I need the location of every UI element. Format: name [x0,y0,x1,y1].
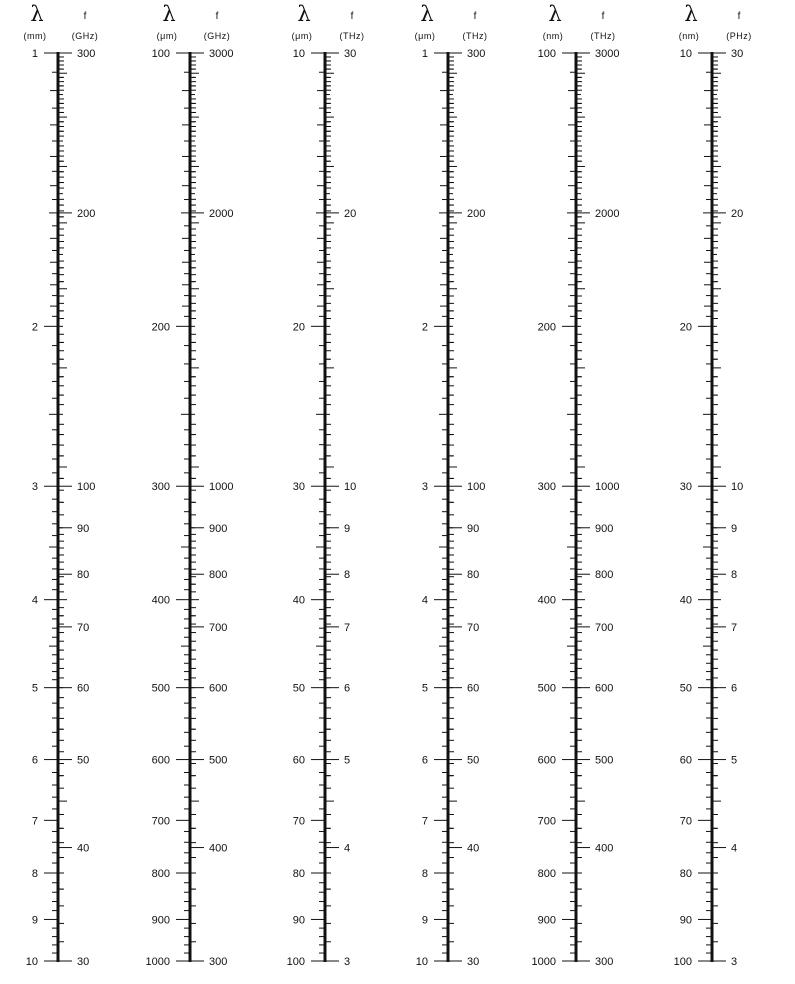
frequency-tick-label: 700 [209,621,228,634]
lambda-tick-label: 50 [292,682,305,695]
lambda-tick-label: 300 [151,481,170,494]
frequency-tick-label: 900 [209,522,228,535]
lambda-unit: (mm) [23,31,47,41]
frequency-tick-label: 80 [467,569,480,582]
lambda-tick-label: 20 [679,321,692,334]
frequency-tick-label: 400 [209,842,228,855]
frequency-symbol: f [473,11,477,22]
frequency-tick-label: 80 [77,569,90,582]
frequency-symbol: f [601,11,605,22]
lambda-tick-label: 1 [421,48,428,60]
lambda-tick-label: 70 [292,815,305,828]
frequency-tick-label: 200 [467,207,486,220]
lambda-tick-label: 10 [25,956,38,968]
frequency-symbol: f [215,11,219,22]
scale-5 [532,2,620,968]
frequency-tick-label: 5 [344,754,351,767]
lambda-tick-label: 3 [421,481,428,494]
scale-1 [24,2,99,968]
lambda-tick-label: 9 [31,914,38,927]
lambda-tick-label: 10 [292,48,305,60]
lambda-tick-label: 90 [292,914,305,927]
lambda-unit: (μm) [414,31,436,41]
frequency-tick-label: 90 [77,522,90,535]
lambda-tick-label: 400 [537,594,556,607]
frequency-tick-label: 3000 [595,48,620,60]
lambda-tick-label: 100 [151,48,170,60]
lambda-tick-label: 7 [31,815,38,828]
frequency-tick-label: 10 [731,481,744,494]
frequency-tick-label: 800 [209,569,228,582]
frequency-tick-label: 800 [595,569,614,582]
frequency-tick-label: 70 [467,621,480,634]
frequency-tick-label: 400 [595,842,614,855]
frequency-tick-label: 3 [731,956,738,968]
frequency-tick-label: 6 [344,682,351,695]
scale-6 [674,2,752,968]
frequency-tick-label: 20 [344,207,357,220]
lambda-tick-label: 800 [151,868,170,881]
lambda-tick-label: 700 [537,815,556,828]
frequency-tick-label: 10 [344,481,357,494]
lambda-unit: (nm) [542,31,564,41]
frequency-symbol: f [83,11,87,22]
lambda-tick-label: 900 [151,914,170,927]
scale-3 [287,2,365,968]
frequency-tick-label: 60 [467,682,480,695]
lambda-tick-label: 600 [537,754,556,767]
frequency-tick-label: 50 [77,754,90,767]
lambda-tick-label: 8 [421,868,428,881]
lambda-tick-label: 2 [421,321,428,334]
frequency-tick-label: 600 [209,682,228,695]
frequency-tick-label: 5 [731,754,738,767]
frequency-tick-label: 300 [467,48,486,60]
frequency-tick-label: 300 [595,956,614,968]
lambda-tick-label: 5 [31,682,38,695]
scale-4 [415,2,488,968]
frequency-tick-label: 50 [467,754,480,767]
frequency-tick-label: 30 [344,48,357,60]
lambda-symbol: λ [30,2,44,26]
lambda-unit: (μm) [156,31,178,41]
lambda-tick-label: 60 [292,754,305,767]
lambda-tick-label: 6 [31,754,38,767]
lambda-tick-label: 5 [421,682,428,695]
lambda-tick-label: 600 [151,754,170,767]
lambda-tick-label: 20 [292,321,305,334]
lambda-tick-label: 40 [679,594,692,607]
frequency-tick-label: 40 [77,842,90,855]
lambda-tick-label: 40 [292,594,305,607]
frequency-tick-label: 100 [467,481,486,494]
lambda-tick-label: 9 [421,914,428,927]
frequency-tick-label: 40 [467,842,480,855]
lambda-tick-label: 2 [31,321,38,334]
frequency-tick-label: 4 [344,842,351,855]
lambda-tick-label: 60 [679,754,692,767]
frequency-tick-label: 2000 [209,207,234,220]
frequency-tick-label: 200 [77,207,96,220]
frequency-tick-label: 30 [467,956,480,968]
frequency-tick-label: 2000 [595,207,620,220]
frequency-unit: (THz) [590,31,616,41]
lambda-tick-label: 30 [292,481,305,494]
frequency-tick-label: 1000 [209,481,234,494]
frequency-tick-label: 500 [209,754,228,767]
frequency-tick-label: 9 [731,522,738,535]
lambda-symbol: λ [684,2,698,26]
frequency-tick-label: 8 [344,569,351,582]
frequency-tick-label: 900 [595,522,614,535]
lambda-unit: (nm) [678,31,700,41]
lambda-tick-label: 10 [415,956,428,968]
lambda-tick-label: 800 [537,868,556,881]
frequency-tick-label: 300 [209,956,228,968]
frequency-tick-label: 3 [344,956,351,968]
lambda-tick-label: 900 [537,914,556,927]
lambda-tick-label: 50 [679,682,692,695]
lambda-tick-label: 500 [151,682,170,695]
frequency-tick-label: 4 [731,842,738,855]
frequency-tick-label: 60 [77,682,90,695]
lambda-symbol: λ [420,2,434,26]
lambda-tick-label: 8 [31,868,38,881]
lambda-tick-label: 4 [31,594,38,607]
lambda-symbol: λ [297,2,311,26]
lambda-tick-label: 100 [537,48,556,60]
lambda-tick-label: 3 [31,481,38,494]
frequency-symbol: f [737,11,741,22]
lambda-tick-label: 80 [292,868,305,881]
lambda-tick-label: 400 [151,594,170,607]
lambda-tick-label: 10 [679,48,692,60]
frequency-tick-label: 300 [77,48,96,60]
lambda-tick-label: 200 [151,321,170,334]
scale-2 [146,2,234,968]
frequency-tick-label: 30 [77,956,90,968]
frequency-symbol: f [350,11,354,22]
frequency-tick-label: 500 [595,754,614,767]
lambda-tick-label: 4 [421,594,428,607]
lambda-tick-label: 80 [679,868,692,881]
lambda-symbol: λ [548,2,562,26]
lambda-tick-label: 200 [537,321,556,334]
lambda-tick-label: 1000 [145,956,170,968]
lambda-tick-label: 100 [286,956,305,968]
frequency-tick-label: 1000 [595,481,620,494]
frequency-tick-label: 20 [731,207,744,220]
frequency-tick-label: 6 [731,682,738,695]
lambda-tick-label: 500 [537,682,556,695]
frequency-tick-label: 30 [731,48,744,60]
lambda-symbol: λ [162,2,176,26]
lambda-tick-label: 1 [31,48,38,60]
frequency-tick-label: 600 [595,682,614,695]
frequency-unit: (THz) [462,31,488,41]
frequency-unit: (GHz) [71,31,99,41]
lambda-tick-label: 1000 [531,956,556,968]
frequency-tick-label: 700 [595,621,614,634]
lambda-tick-label: 90 [679,914,692,927]
lambda-tick-label: 70 [679,815,692,828]
frequency-unit: (GHz) [203,31,231,41]
lambda-tick-label: 700 [151,815,170,828]
frequency-tick-label: 3000 [209,48,234,60]
lambda-tick-label: 6 [421,754,428,767]
frequency-tick-label: 90 [467,522,480,535]
lambda-tick-label: 30 [679,481,692,494]
frequency-tick-label: 100 [77,481,96,494]
frequency-tick-label: 70 [77,621,90,634]
lambda-unit: (μm) [291,31,313,41]
lambda-tick-label: 100 [673,956,692,968]
lambda-tick-label: 300 [537,481,556,494]
frequency-tick-label: 9 [344,522,351,535]
frequency-unit: (PHz) [726,31,752,41]
frequency-tick-label: 7 [731,621,738,634]
frequency-unit: (THz) [339,31,365,41]
lambda-tick-label: 7 [421,815,428,828]
frequency-tick-label: 8 [731,569,738,582]
frequency-tick-label: 7 [344,621,351,634]
